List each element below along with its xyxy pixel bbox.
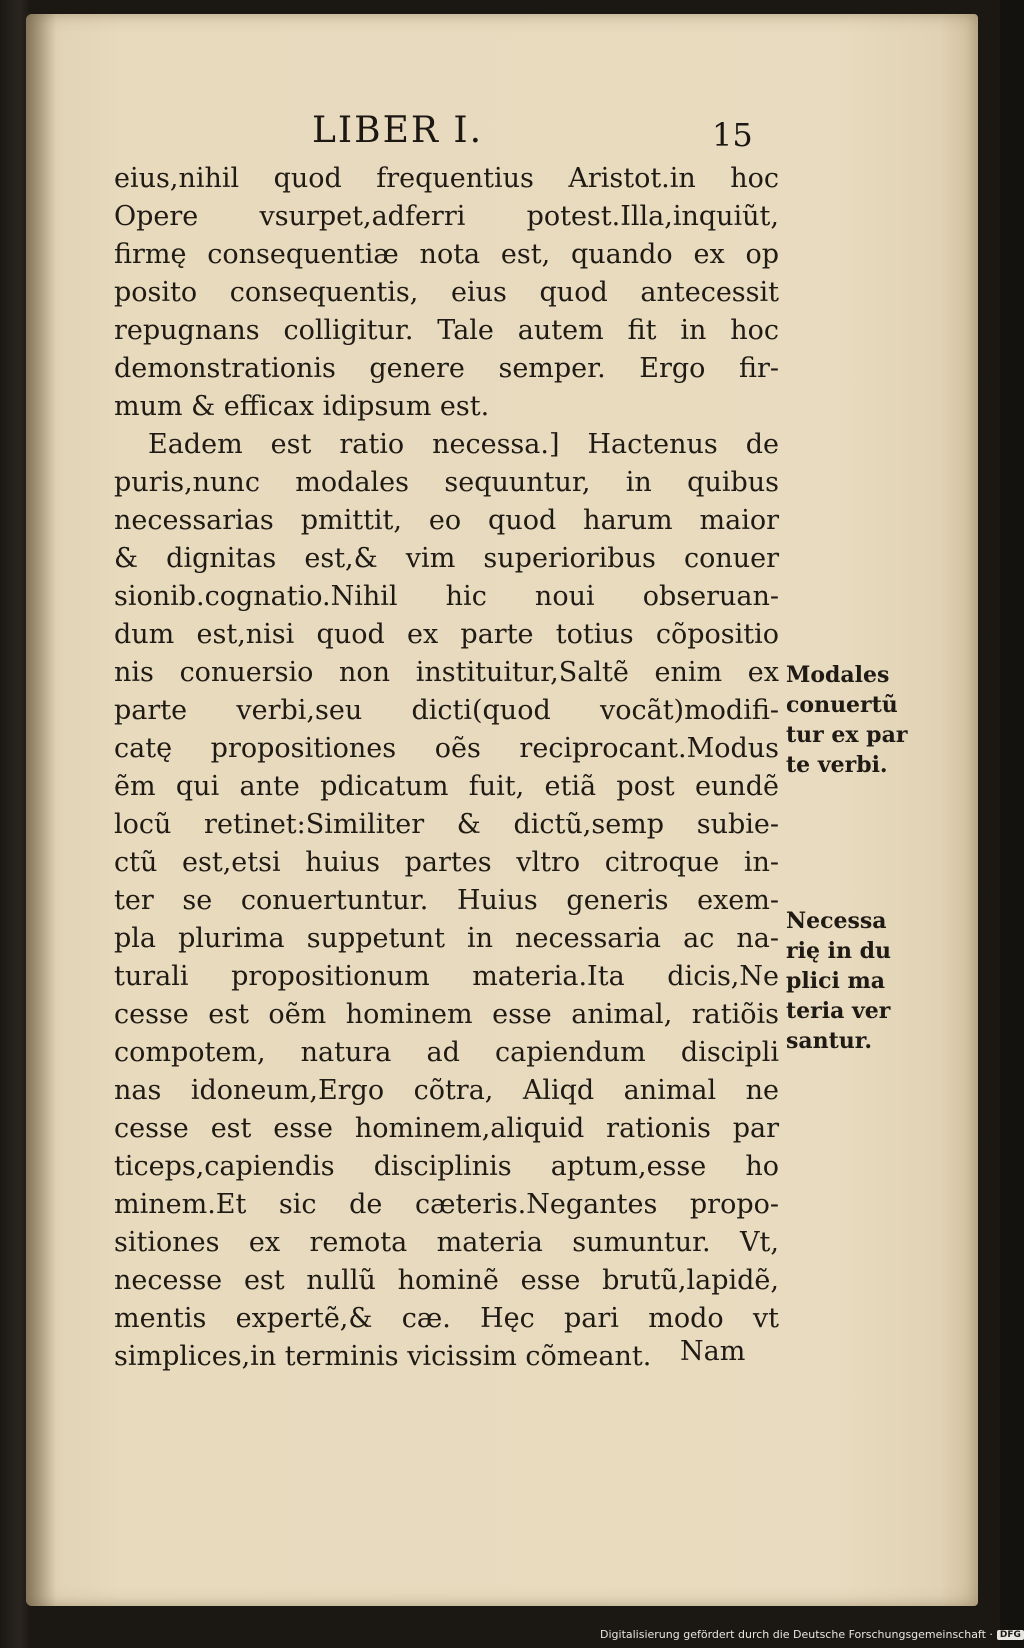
text-line: nis conuersio non instituitur,Saltẽ enim ex bbox=[114, 657, 779, 688]
text-line: repugnans colligitur. Tale autem fit in hoc bbox=[114, 315, 779, 346]
text-line: mentis expertẽ,& cæ. Hęc pari modo vt bbox=[114, 1303, 779, 1334]
marginal-note-modales bbox=[786, 660, 936, 780]
running-head bbox=[0, 110, 1000, 160]
text-line: eius,nihil quod frequentius Aristot.in hoc bbox=[114, 163, 779, 194]
dfg-logo-icon: DFG bbox=[997, 1630, 1024, 1640]
text-line: mum & efficax idipsum est. bbox=[114, 391, 490, 422]
text-line: cesse est esse hominem,aliquid rationis par bbox=[114, 1113, 779, 1144]
text-line: & dignitas est,& vim superioribus conuer bbox=[114, 543, 779, 574]
marginal-note-line: tur ex par bbox=[786, 722, 908, 748]
text-line: ẽm qui ante pdicatum fuit, etiã post eundẽ bbox=[114, 771, 779, 802]
text-line: turali propositionum materia.Ita dicis,Ne bbox=[114, 961, 779, 992]
text-line: puris,nunc modales sequuntur, in quibus bbox=[114, 467, 779, 498]
catchword: Nam bbox=[680, 1336, 746, 1367]
text-line: Opere vsurpet,adferri potest.Illa,inquiũt, bbox=[114, 201, 779, 232]
text-line: cesse est oẽm hominem esse animal, ratiõis bbox=[114, 999, 779, 1030]
marginal-note-line: te verbi. bbox=[786, 752, 888, 778]
text-line: ctũ est,etsi huius partes vltro citroque in- bbox=[114, 847, 779, 878]
text-line: nas idoneum,Ergo cõtra, Aliqd animal ne bbox=[114, 1075, 779, 1106]
marginal-note-line: rię in du bbox=[786, 938, 891, 964]
marginal-note-necessariae bbox=[786, 906, 936, 1056]
text-line: parte verbi,seu dicti(quod vocãt)modifi- bbox=[114, 695, 779, 726]
text-line: simplices,in terminis vicissim cõmeant. bbox=[114, 1341, 652, 1372]
marginal-note-line: teria ver bbox=[786, 998, 891, 1024]
text-line: catę propositiones oẽs reciprocant.Modus bbox=[114, 733, 779, 764]
gutter-shadow bbox=[26, 14, 56, 1606]
text-line: necesse est nullũ hominẽ esse brutũ,lapidẽ, bbox=[114, 1265, 779, 1296]
text-line: minem.Et sic de cæteris.Negantes propo- bbox=[114, 1189, 779, 1220]
marginal-note-line: conuertũ bbox=[786, 692, 898, 718]
marginal-note-line: Modales bbox=[786, 662, 890, 688]
footer-text: Digitalisierung gefördert durch die Deutsche Forschungsgemeinschaft · bbox=[600, 1628, 993, 1641]
text-line: demonstrationis genere semper. Ergo fir- bbox=[114, 353, 779, 384]
text-line: sitiones ex remota materia sumuntur. Vt, bbox=[114, 1227, 779, 1258]
text-line: firmę consequentiæ nota est, quando ex op bbox=[114, 239, 779, 270]
page-number: 15 bbox=[712, 116, 753, 154]
text-line: dum est,nisi quod ex parte totius cõpositio bbox=[114, 619, 779, 650]
text-line: ticeps,capiendis disciplinis aptum,esse ho bbox=[114, 1151, 779, 1182]
text-line: compotem, natura ad capiendum discipli bbox=[114, 1037, 779, 1068]
text-line: pla plurima suppetunt in necessaria ac na- bbox=[114, 923, 779, 954]
running-head-title: LIBER I. bbox=[312, 110, 484, 151]
text-line: necessarias pmittit, eo quod harum maior bbox=[114, 505, 779, 536]
text-line: sionib.cognatio.Nihil hic noui obseruan- bbox=[114, 581, 779, 612]
text-line: ter se conuertuntur. Huius generis exem- bbox=[114, 885, 779, 916]
digitization-footer bbox=[600, 1628, 1021, 1646]
text-line: posito consequentis, eius quod antecessit bbox=[114, 277, 779, 308]
text-line: locũ retinet:Similiter & dictũ,semp subie- bbox=[114, 809, 779, 840]
marginal-note-line: plici ma bbox=[786, 968, 886, 994]
text-line: Eadem est ratio necessa.] Hactenus de bbox=[148, 429, 779, 460]
marginal-note-line: Necessa bbox=[786, 908, 887, 934]
marginal-note-line: santur. bbox=[786, 1028, 873, 1054]
